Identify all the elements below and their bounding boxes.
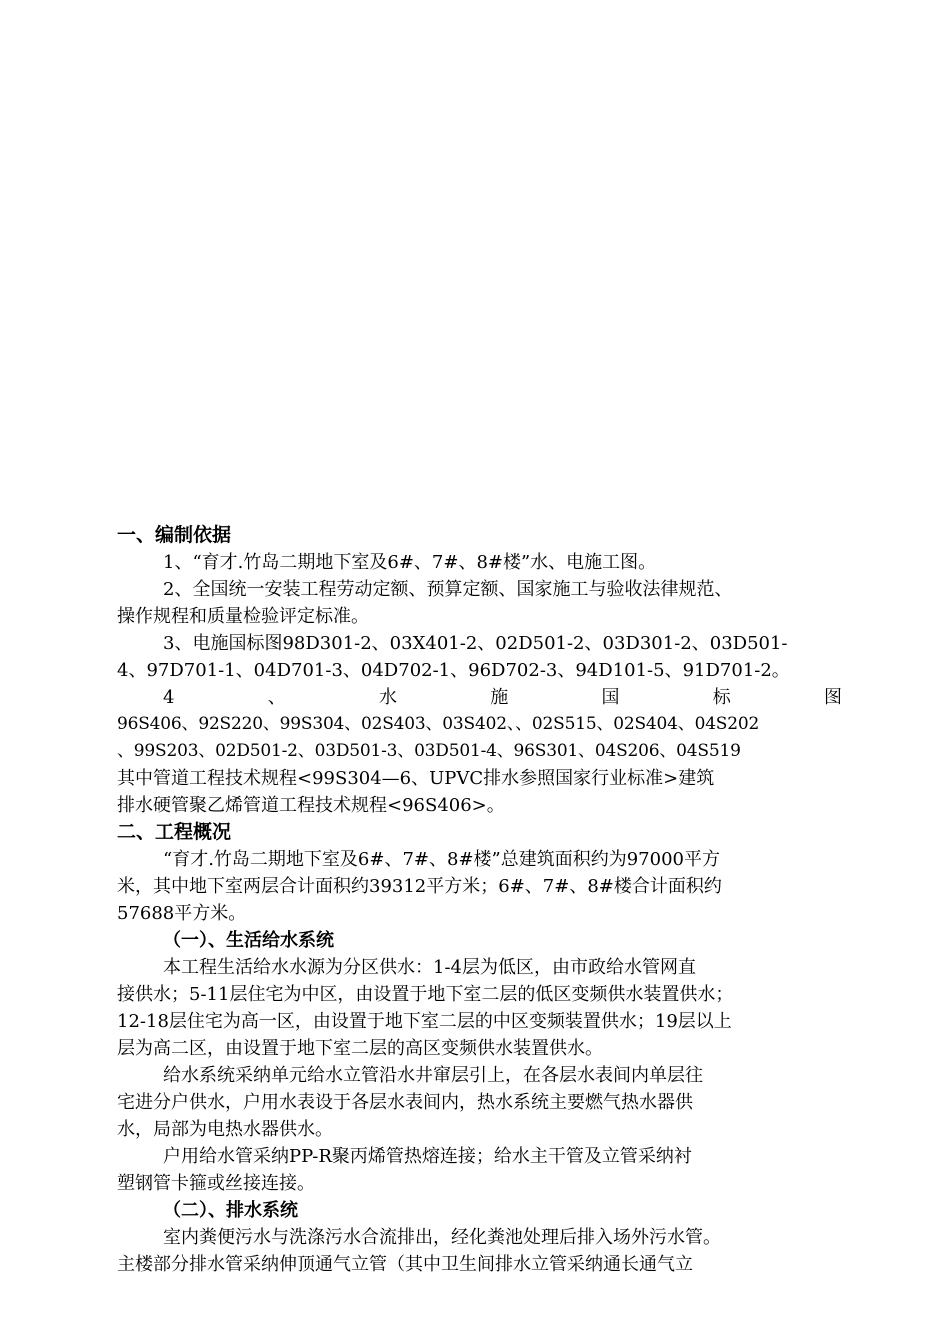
overview-line-2: 米，其中地下室两层合计面积约39312平方米；6#、7#、8#楼合计面积约 xyxy=(117,876,722,897)
water-supply-p2-line-1: 给水系统采纳单元给水立管沿水井窜层引上，在各层水表间内单层往 xyxy=(163,1065,703,1086)
basis-item-1: 1、“育才.竹岛二期地下室及6#、7#、8#楼”水、电施工图。 xyxy=(163,552,657,573)
basis-item-3-line-2: 4、97D701-1、04D701-3、04D702-1、96D702-3、94D101-5、91D701-2。 xyxy=(117,660,790,681)
basis-item-4-word: 施 xyxy=(490,687,509,708)
water-supply-p2-line-2: 宅进分户供水，户用水表设于各层水表间内，热水系统主要燃气热水器供 xyxy=(117,1092,693,1113)
basis-item-4-word: 图 xyxy=(823,687,842,708)
basis-item-4-word: 4 xyxy=(163,687,175,708)
drainage-line-2: 主楼部分排水管采纳伸顶通气立管（其中卫生间排水立管采纳通长通气立 xyxy=(117,1254,693,1275)
water-supply-p1-line-2: 接供水；5-11层住宅为中区，由设置于地下室二层的低区变频供水装置供水； xyxy=(117,984,734,1005)
basis-item-4-word: 、 xyxy=(267,687,286,708)
basis-item-4-line-1 xyxy=(117,684,842,711)
basis-item-2-line-2: 操作规程和质量检验评定标准。 xyxy=(117,606,369,627)
basis-item-3-line-1: 3、电施国标图98D301-2、03X401-2、02D501-2、03D301-2、03D501- xyxy=(163,633,788,654)
water-supply-p3-line-2: 塑钢管卡箍或丝接连接。 xyxy=(117,1173,315,1194)
basis-item-4-word: 水 xyxy=(378,687,397,708)
water-supply-p1-line-4: 层为高二区，由设置于地下室二层的高区变频供水装置供水。 xyxy=(117,1038,603,1059)
subsection-heading-drainage: （二）、排水系统 xyxy=(163,1200,298,1221)
section-heading-overview: 二、工程概况 xyxy=(117,821,232,843)
overview-line-1: “育才.竹岛二期地下室及6#、7#、8#楼”总建筑面积约为97000平方 xyxy=(163,849,720,870)
overview-line-3: 57688平方米。 xyxy=(117,903,247,924)
basis-item-4-line-4: 其中管道工程技术规程<99S304—6、UPVC排水参照国家行业标准>建筑 xyxy=(117,768,715,789)
drainage-line-1: 室内粪便污水与洗涤污水合流排出，经化粪池处理后排入场外污水管。 xyxy=(163,1227,721,1248)
basis-item-4-line-2: 96S406、92S220、99S304、02S403、03S402、、02S515、02S404、04S202 xyxy=(117,714,760,734)
basis-item-4-line-5: 排水硬管聚乙烯管道工程技术规程<96S406>。 xyxy=(117,795,505,816)
water-supply-p2-line-3: 水，局部为电热水器供水。 xyxy=(117,1119,333,1140)
water-supply-p3-line-1: 户用给水管采纳PP-R聚丙烯管热熔连接；给水主干管及立管采纳衬 xyxy=(163,1146,692,1167)
section-heading-basis: 一、编制依据 xyxy=(117,524,232,546)
document-body xyxy=(117,522,842,1278)
water-supply-p1-line-3: 12-18层住宅为高一区，由设置于地下室二层的中区变频装置供水；19层以上 xyxy=(117,1011,732,1032)
basis-item-2-line-1: 2、全国统一安装工程劳动定额、预算定额、国家施工与验收法律规范、 xyxy=(163,579,733,600)
basis-item-4-word: 标 xyxy=(712,687,731,708)
water-supply-p1-line-1: 本工程生活给水水源为分区供水：1-4层为低区，由市政给水管网直 xyxy=(163,957,696,978)
basis-item-4-line-3: 、99S203、02D501-2、03D501-3、03D501-4、96S301、04S206、04S519 xyxy=(117,741,741,761)
subsection-heading-water-supply: （一）、生活给水系统 xyxy=(163,930,334,951)
basis-item-4-word: 国 xyxy=(601,687,620,708)
